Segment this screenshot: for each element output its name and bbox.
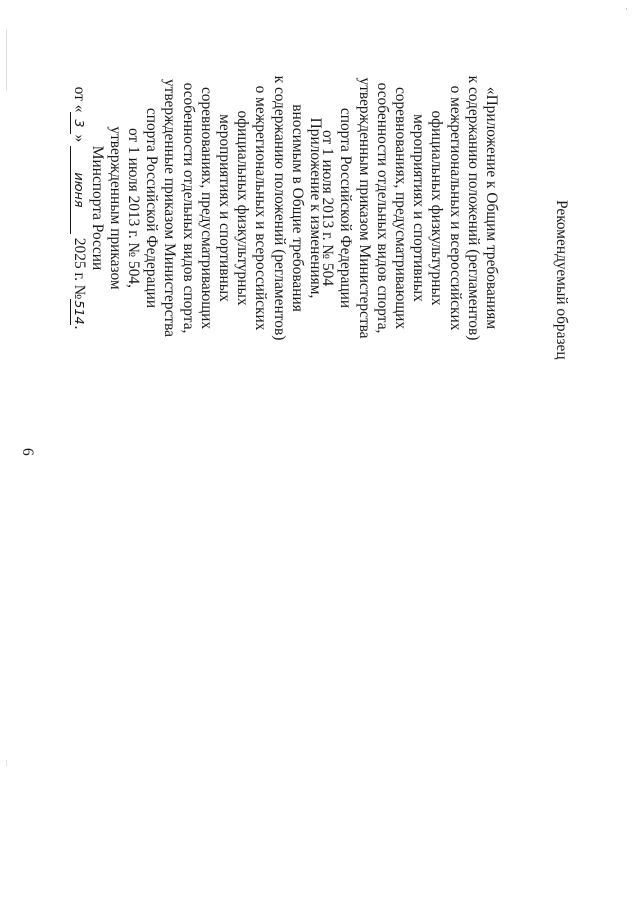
recommended-sample-caption: Рекомендуемый образец	[553, 200, 570, 360]
date-end: .	[70, 325, 88, 330]
approval-date-line	[69, 58, 87, 358]
date-year-text: 2025 г. №	[70, 237, 88, 300]
annex-header-line: утвержденные приказом Министерства	[161, 78, 179, 338]
original-annex-line: к содержанию положений (регламентов)	[464, 75, 482, 341]
annex-header-line: Приложение к изменениям,	[307, 117, 324, 299]
scan-mark	[6, 30, 7, 90]
annex-header-line: Минспорта России	[88, 145, 106, 271]
annex-header-line: к содержанию положений (регламентов)	[270, 75, 288, 341]
original-annex-block	[318, 58, 500, 358]
scan-mark	[6, 760, 7, 766]
original-annex-line: мероприятиях и спортивных	[410, 114, 428, 302]
original-annex-line: о межрегиональных и всероссийских	[446, 85, 464, 331]
annex-header-line: соревнованиях, предусматривающих	[197, 86, 215, 330]
annex-header-block	[69, 58, 324, 358]
annex-header-line: спорта Российской Федерации	[143, 107, 161, 309]
page-number: 6	[19, 448, 36, 456]
annex-header-line: мероприятиях и спортивных	[216, 114, 234, 302]
annex-header-line: утвержденным приказом	[106, 126, 124, 290]
original-annex-line: соревнованиях, предусматривающих	[392, 86, 410, 330]
scan-mark	[626, 8, 627, 10]
original-annex-line: спорта Российской Федерации	[337, 107, 355, 309]
original-annex-line: «Приложение к Общим требованиям	[483, 86, 500, 330]
annex-header-line: от 1 июля 2013 г. № 504,	[125, 128, 143, 288]
handwritten-month: июня	[70, 146, 86, 234]
handwritten-day: 3	[70, 112, 86, 134]
date-quote-close: »	[70, 134, 88, 143]
original-annex-line: официальных физкультурных	[428, 110, 446, 306]
original-annex-line: от 1 июля 2013 г. № 504	[319, 129, 337, 287]
handwritten-order-number: 514	[70, 300, 86, 325]
annex-header-line: особенности отдельных видов спорта,	[179, 82, 197, 334]
sample-caption-block	[552, 200, 570, 360]
original-annex-line: особенности отдельных видов спорта,	[373, 82, 391, 334]
date-prefix: от «	[70, 86, 88, 113]
annex-header-line: о межрегиональных и всероссийских	[252, 85, 270, 331]
annex-header-line: вносимым в Общие требования	[288, 104, 306, 312]
annex-header-line: официальных физкультурных	[234, 110, 252, 306]
original-annex-line: утвержденным приказом Министерства	[355, 77, 373, 339]
